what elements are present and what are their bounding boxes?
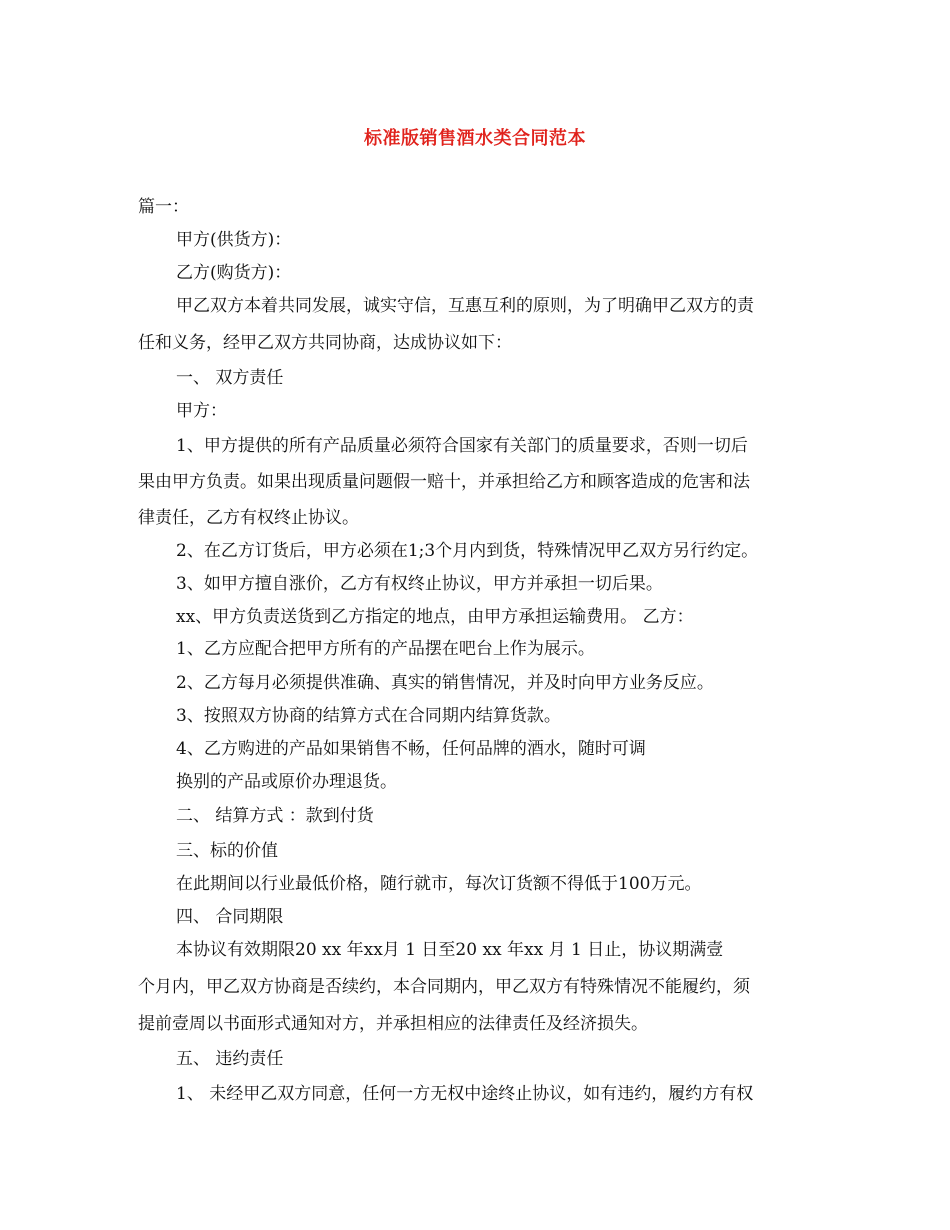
paragraph-line: 换别的产品或原价办理退货。 — [176, 772, 397, 792]
paragraph-line: 任和义务，经甲乙双方共同协商，达成协议如下： — [138, 333, 512, 353]
clause-heading: 一、 双方责任 — [176, 368, 284, 388]
paragraph-line: 甲乙双方本着共同发展，诚实守信，互惠互利的原则，为了明确甲乙双方的责 — [176, 296, 754, 316]
paragraph-line: 2、乙方每月必须提供准确、真实的销售情况，并及时向甲方业务反应。 — [176, 673, 714, 693]
paragraph-line: 4、乙方购进的产品如果销售不畅，任何品牌的酒水，随时可调 — [176, 739, 646, 759]
paragraph-line: 个月内，甲乙双方协商是否续约，本合同期内，甲乙双方有特殊情况不能履约，须 — [138, 977, 750, 997]
paragraph-line: xx、甲方负责送货到乙方指定的地点，由甲方承担运输费用。 乙方： — [176, 607, 694, 627]
paragraph-line: 1、 未经甲乙双方同意，任何一方无权中途终止协议，如有违约，履约方有权 — [176, 1084, 754, 1104]
paragraph-line: 提前壹周以书面形式通知对方，并承担相应的法律责任及经济损失。 — [138, 1014, 648, 1034]
paragraph-line: 律责任，乙方有权终止协议。 — [138, 508, 359, 528]
document-title: 标准版销售酒水类合同范本 — [364, 128, 586, 149]
paragraph-line: 在此期间以行业最低价格，随行就市，每次订货额不得低于100万元。 — [176, 874, 702, 894]
paragraph-line: 3、如甲方擅自涨价，乙方有权终止协议，甲方并承担一切后果。 — [176, 574, 663, 594]
clause-heading: 五、 违约责任 — [176, 1049, 284, 1069]
paragraph-line: 1、乙方应配合把甲方所有的产品摆在吧台上作为展示。 — [176, 639, 595, 659]
paragraph-line: 本协议有效期限20 xx 年xx月 1 日至20 xx 年xx 月 1 日止，协议期满壹 — [176, 940, 724, 960]
paragraph-line: 1、甲方提供的所有产品质量必须符合国家有关部门的质量要求，否则一切后 — [176, 436, 748, 456]
paragraph-line: 果由甲方负责。如果出现质量问题假一赔十，并承担给乙方和顾客造成的危害和法 — [138, 472, 750, 492]
party-a-subheading: 甲方： — [176, 401, 227, 421]
paragraph-line: 3、按照双方协商的结算方式在合同期内结算货款。 — [176, 706, 561, 726]
clause-heading: 四、 合同期限 — [176, 907, 284, 927]
clause-heading: 二、 结算方式 ：款到付货 — [176, 806, 374, 826]
clause-heading: 三、标的价值 — [176, 841, 278, 861]
party-b-label: 乙方(购货方)： — [176, 263, 292, 283]
section-heading: 篇一： — [138, 197, 189, 217]
party-a-label: 甲方(供货方)： — [176, 230, 292, 250]
paragraph-line: 2、在乙方订货后，甲方必须在1;3个月内到货，特殊情况甲乙双方另行约定。 — [176, 541, 759, 561]
